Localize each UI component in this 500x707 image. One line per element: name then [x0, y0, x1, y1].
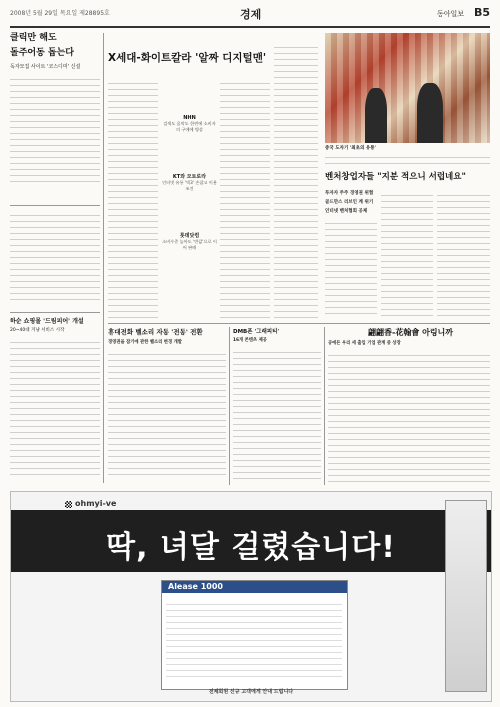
center-body-2: [220, 78, 270, 318]
col1-article-2: [10, 210, 100, 310]
center-body-1: [108, 78, 158, 318]
right-subheads: [325, 190, 380, 214]
col-divider: [103, 33, 104, 483]
right-body-2: [381, 190, 433, 318]
bottom-article-2: [233, 327, 321, 485]
right-sub-3: 인터넷 벤처협회 공제: [325, 209, 368, 214]
bottom-article-3: [328, 327, 490, 485]
center-headline: X세대-화이트칼라 '알짜 디지털맨': [108, 52, 267, 64]
ad-product-card: [161, 580, 348, 690]
issue-meta: 2008년 5월 29일 목요일 제28895호: [10, 10, 110, 17]
col1-article-3: [10, 316, 100, 481]
page-number: B5: [473, 6, 490, 19]
caption-c: 롯데닷컴: [179, 233, 200, 239]
qr-code-icon: [65, 501, 72, 508]
ad-headline: 딱, 녀달 걸렸습니다!: [106, 530, 396, 565]
col1-headline-1: 클릭만 해도: [10, 33, 57, 43]
bottom-h3-sub: 공에돈 우리 세 출입 기업 관계 중 상장: [328, 341, 401, 346]
paper-name: 동아일보: [436, 10, 464, 18]
col1-divider: [10, 205, 100, 206]
bottom-divider-1: [229, 327, 230, 485]
center-body-3: [274, 42, 318, 318]
bottom-h2-sub: 16개 콘텐츠 제공: [233, 338, 267, 343]
right-body-1: [325, 218, 377, 318]
caption-b: KT와 모토로라: [172, 174, 207, 180]
photo-caption: 중국 도자기 '최초의 유통': [325, 146, 376, 151]
bottom-body-3: [328, 350, 490, 482]
bottom-h1-sub: 경영권을 잡기에 관한 벨소리 변경 개발: [108, 340, 182, 345]
col1-subhead: 독자모집 사이트 '코스디미' 신설: [10, 64, 81, 70]
bottom-h3: 翩翩香-花翰會 아링니까: [368, 328, 454, 337]
photo-caption-body: [325, 152, 490, 166]
mid-divider: [108, 323, 490, 324]
caption-a: NHN: [183, 115, 196, 121]
caption-a-sub: 검색도 음악도 한번에 소비자의 구애에 병살: [163, 121, 216, 132]
ad-card-title: Alease 1000: [168, 582, 223, 591]
bottom-article-1: [108, 327, 226, 485]
center-captions: [162, 85, 217, 325]
right-body-3: [437, 190, 490, 318]
section-title: 경제: [240, 8, 262, 21]
caption-b-sub: 인터넷 유통 '빅3' 손잡고 이용 조건: [162, 180, 217, 191]
col1-body-3: [10, 337, 100, 477]
col1-subhead-2: 20~40대 겨냥 서비스 시작: [10, 328, 65, 333]
ad-brand: ohmyi-ve: [75, 499, 117, 508]
right-sub-2: 골드만스 리브인 계 위기: [325, 200, 374, 205]
page-header: [10, 6, 490, 28]
col1-article: [10, 33, 100, 193]
col1-body-2: [10, 210, 100, 300]
bottom-divider-2: [324, 327, 325, 485]
caption-c-sub: 소비수준 높아도 '반값'으로 이어 판매: [162, 239, 217, 250]
col1-body: [10, 74, 100, 186]
news-photo: [325, 33, 490, 143]
advertisement[interactable]: [10, 491, 492, 702]
col1-headline-3: 하순 쇼핑몰 '드림피어' 개설: [10, 318, 84, 325]
side-advertisement[interactable]: [445, 500, 487, 692]
col1-headline-2: 돌주어동 돕는다: [10, 48, 74, 58]
bottom-h2: DMB폰 '그래피티': [233, 329, 280, 335]
col1-divider-2: [10, 312, 100, 313]
bottom-body-2: [233, 347, 321, 481]
bottom-h1: 휴대전화 벨소리 자동 '전동' 전환: [108, 328, 203, 336]
right-headline: 벤처창업자들 "지분 적으니 서럽네요": [325, 172, 466, 182]
right-sub-1: 투자자 주주 경영권 위협: [325, 191, 374, 196]
ad-footer: 전체회원 신규 고객에게 안내 드립니다: [208, 689, 294, 695]
bottom-body-1: [108, 349, 226, 477]
